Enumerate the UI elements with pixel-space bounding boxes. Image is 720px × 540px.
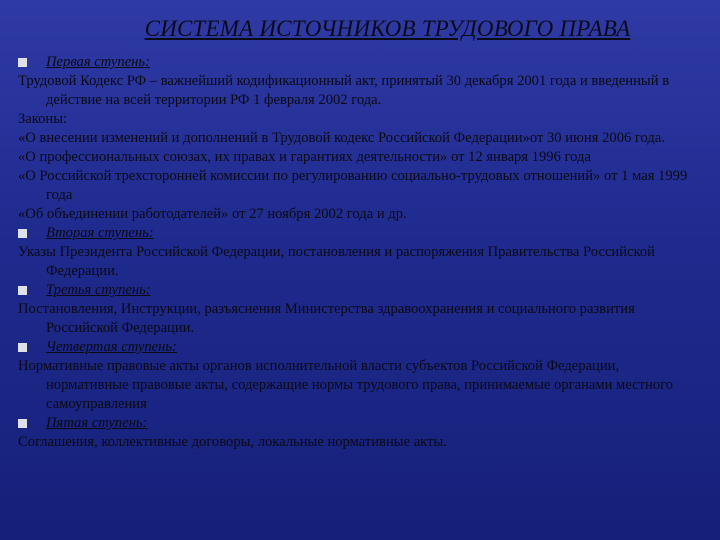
square-bullet-icon	[18, 58, 27, 67]
heading-text: Четвертая ступень:	[46, 339, 177, 355]
body-line-law-employers-associations: «Об объединении работодателей» от 27 ноября 2002 года и др.	[18, 206, 407, 222]
heading-text: Третья ступень:	[46, 282, 151, 298]
body-line-labor-code: Трудовой Кодекс РФ – важнейший кодификационный акт, принятый 30 декабря 2001 года и введенный в действие на всей территории РФ 1 февраля 2002 года.	[18, 73, 670, 108]
section-heading-second	[18, 224, 704, 243]
slide-title: СИСТЕМА ИСТОЧНИКОВ ТРУДОВОГО ПРАВА	[144, 16, 631, 41]
body-line-presidential-decrees: Указы Президента Российской Федерации, постановления и распоряжения Правительства Российской Федерации.	[18, 244, 655, 279]
body-line-regional-acts: Нормативные правовые акты органов исполнительной власти субъектов Российской Федерации, нормативные правовые акты, содержащие нормы трудового права, принимаемые органами местного самоуправления	[18, 358, 674, 412]
section-heading-third	[18, 281, 704, 300]
body-line-agreements: Соглашения, коллективные договоры, локальные нормативные акты.	[18, 434, 447, 450]
body-line-law-trade-unions: «О профессиональных союзах, их правах и гарантиях деятельности» от 12 января 1996 года	[18, 149, 591, 165]
square-bullet-icon	[18, 419, 27, 428]
body-line-ministry-acts: Постановления, Инструкции, разъяснения Министерства здравоохранения и социального развития Российской Федерации.	[18, 301, 635, 336]
square-bullet-icon	[18, 286, 27, 295]
heading-text: Пятая ступень:	[46, 415, 148, 431]
body-line-law-tripartite-commission: «О Российской трехсторонней комиссии по регулированию социально-трудовых отношений» от 1 мая 1999 года	[18, 168, 688, 203]
body-line-laws-label: Законы:	[18, 111, 68, 127]
body-line-law-amendments: «О внесении изменений и дополнений в Трудовой кодекс Российской Федерации»от 30 июня 2006 года.	[18, 130, 665, 146]
section-heading-first	[18, 53, 704, 72]
heading-text: Вторая ступень:	[46, 225, 154, 241]
square-bullet-icon	[18, 229, 27, 238]
slide-body	[18, 53, 704, 452]
square-bullet-icon	[18, 343, 27, 352]
heading-text: Первая ступень:	[46, 54, 150, 70]
section-heading-fifth	[18, 414, 704, 433]
section-heading-fourth	[18, 338, 704, 357]
